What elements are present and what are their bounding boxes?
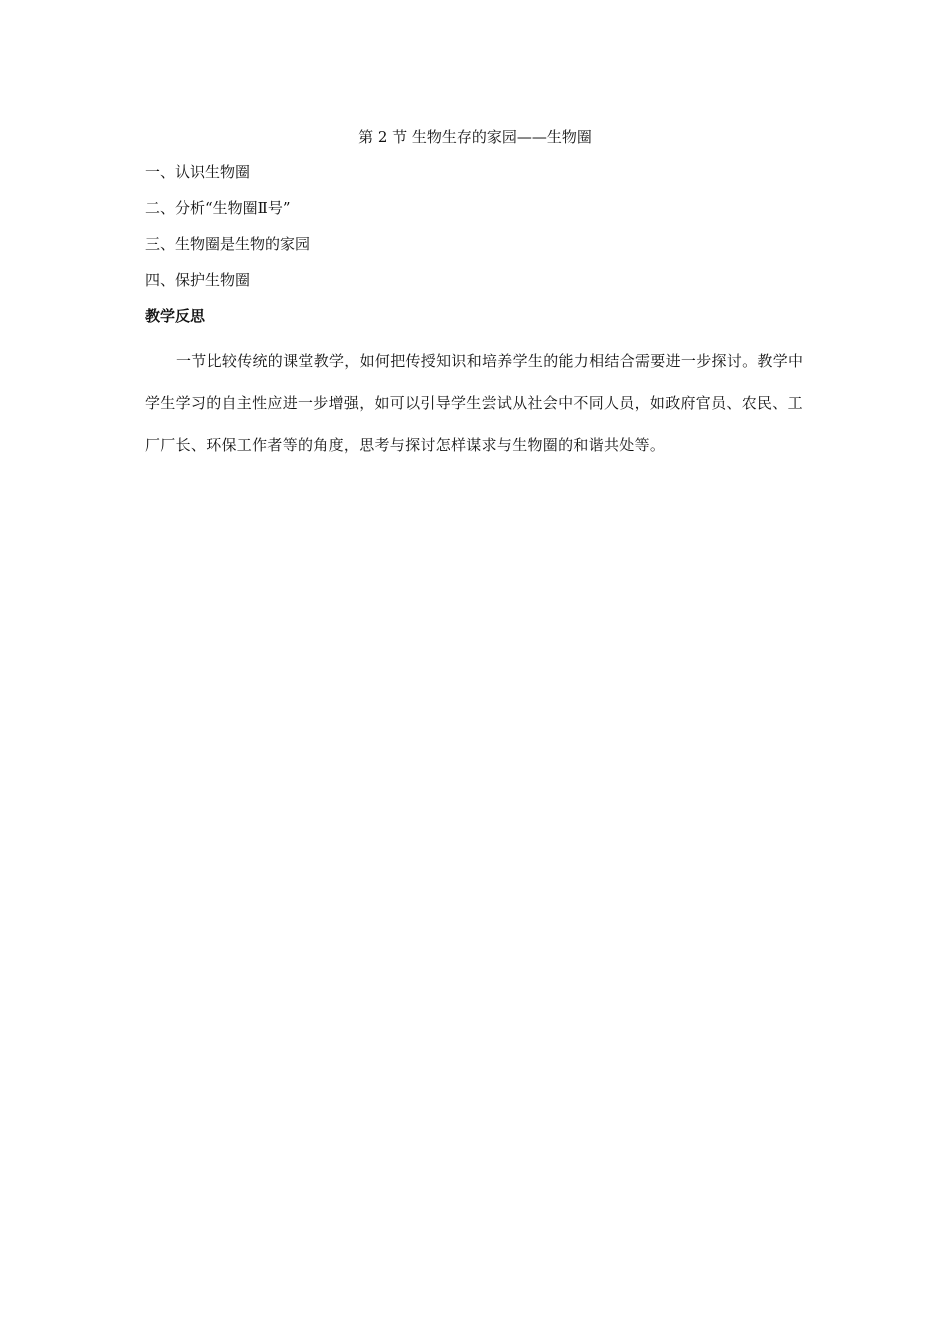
reflection-paragraph: 一节比较传统的课堂教学，如何把传授知识和培养学生的能力相结合需要进一步探讨。教学中学生学习的自主性应进一步增强，如可以引导学生尝试从社会中不同人员，如政府官员、农民、工厂厂长、环保工作者等的角度，思考与探讨怎样谋求与生物圈的和谐共处等。 <box>145 352 804 454</box>
outline-list <box>145 162 310 306</box>
reflection-heading: 教学反思 <box>145 307 206 325</box>
outline-item: 三、生物圈是生物的家园 <box>145 235 311 253</box>
outline-item: 二、分析“生物圈Ⅱ号” <box>145 199 291 217</box>
page-title: 第 2 节 生物生存的家园——生物圈 <box>358 128 592 146</box>
outline-item: 四、保护生物圈 <box>145 271 251 289</box>
outline-item: 一、认识生物圈 <box>145 163 251 181</box>
